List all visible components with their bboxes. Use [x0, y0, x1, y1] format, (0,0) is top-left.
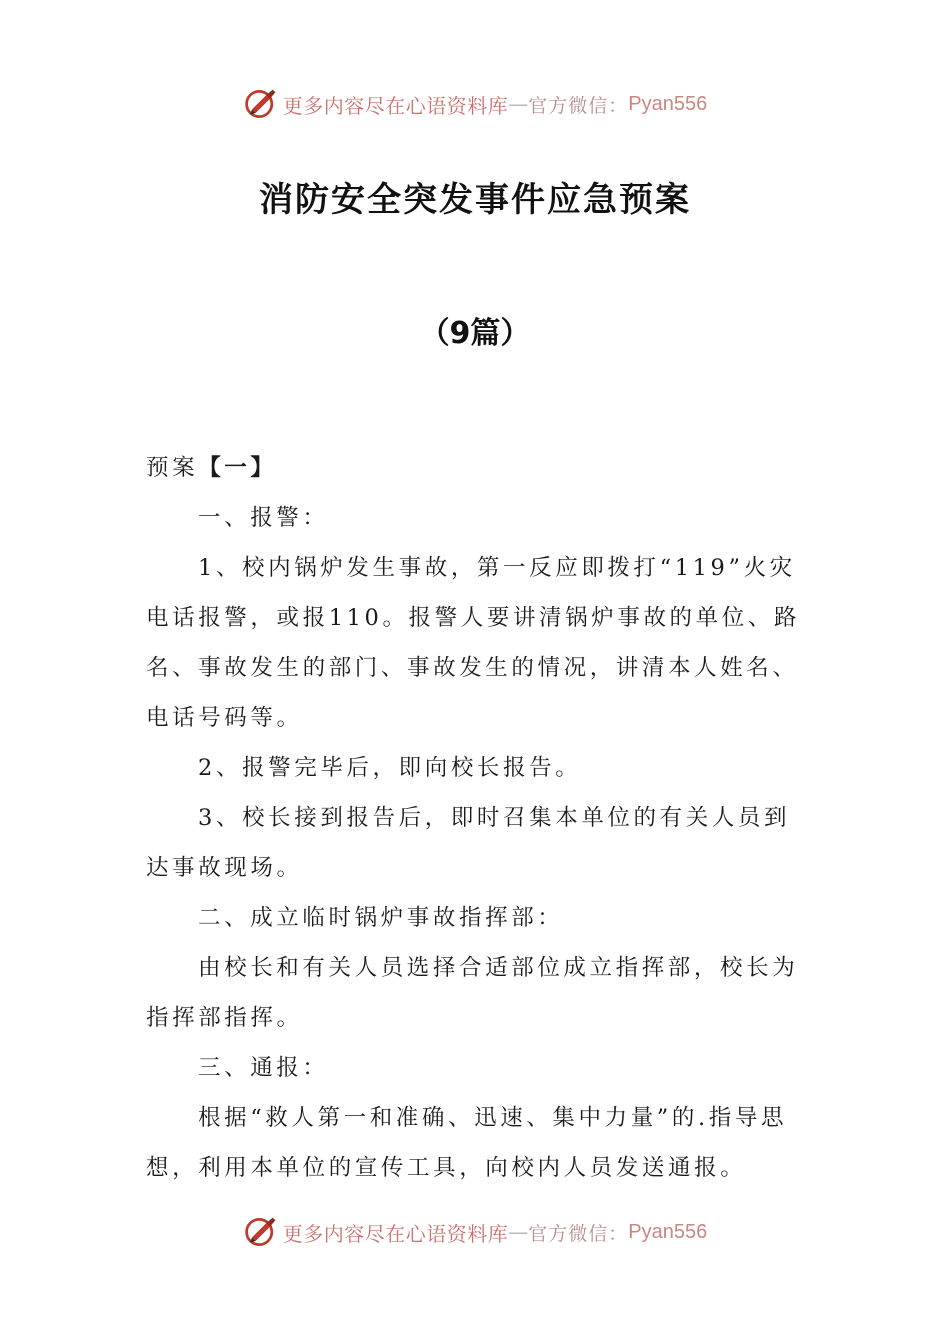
pen-logo-icon: [243, 1214, 279, 1250]
watermark-site-text: 更多内容尽在心语资料库: [282, 1221, 509, 1246]
watermark-site-text: 更多内容尽在心语资料库: [282, 93, 509, 118]
paragraph: 三、通报：: [198, 1055, 329, 1081]
watermark-separator: —: [508, 92, 529, 116]
section-label: 预案: [146, 455, 199, 481]
watermark-label: 官方微信：: [528, 1222, 629, 1245]
document-body: [146, 443, 806, 1193]
watermark-label: 官方微信：: [528, 94, 629, 117]
document-subtitle: （9篇）: [419, 316, 531, 351]
watermark-id: Pyan556: [628, 92, 708, 115]
header-watermark: [0, 84, 950, 124]
section-heading: [146, 443, 806, 493]
paragraph: 1、校内锅炉发生事故，第一反应即拨打“119”火灾电话报警，或报110。报警人要讲清锅炉事故的单位、路名、事故发生的部门、事故发生的情况，讲清本人姓名、电话号码等。: [146, 555, 801, 731]
pen-logo-icon: [243, 86, 279, 122]
watermark-separator: —: [508, 1220, 529, 1244]
paragraph: 一、报警：: [198, 505, 329, 531]
paragraph: 根据“救人第一和准确、迅速、集中力量”的.指导思想，利用本单位的宣传工具，向校内人员发送通报。: [146, 1105, 788, 1181]
section-number: 【一】: [198, 455, 277, 481]
paragraph: 由校长和有关人员选择合适部位成立指挥部，校长为指挥部指挥。: [146, 955, 799, 1031]
watermark-id: Pyan556: [628, 1220, 708, 1243]
document-title: 消防安全突发事件应急预案: [259, 180, 691, 220]
paragraph: 3、校长接到报告后，即时召集本单位的有关人员到达事故现场。: [146, 805, 791, 881]
footer-watermark: [0, 1212, 950, 1252]
paragraph: 2、报警完毕后，即向校长报告。: [198, 755, 582, 781]
paragraph: 二、成立临时锅炉事故指挥部：: [198, 905, 564, 931]
